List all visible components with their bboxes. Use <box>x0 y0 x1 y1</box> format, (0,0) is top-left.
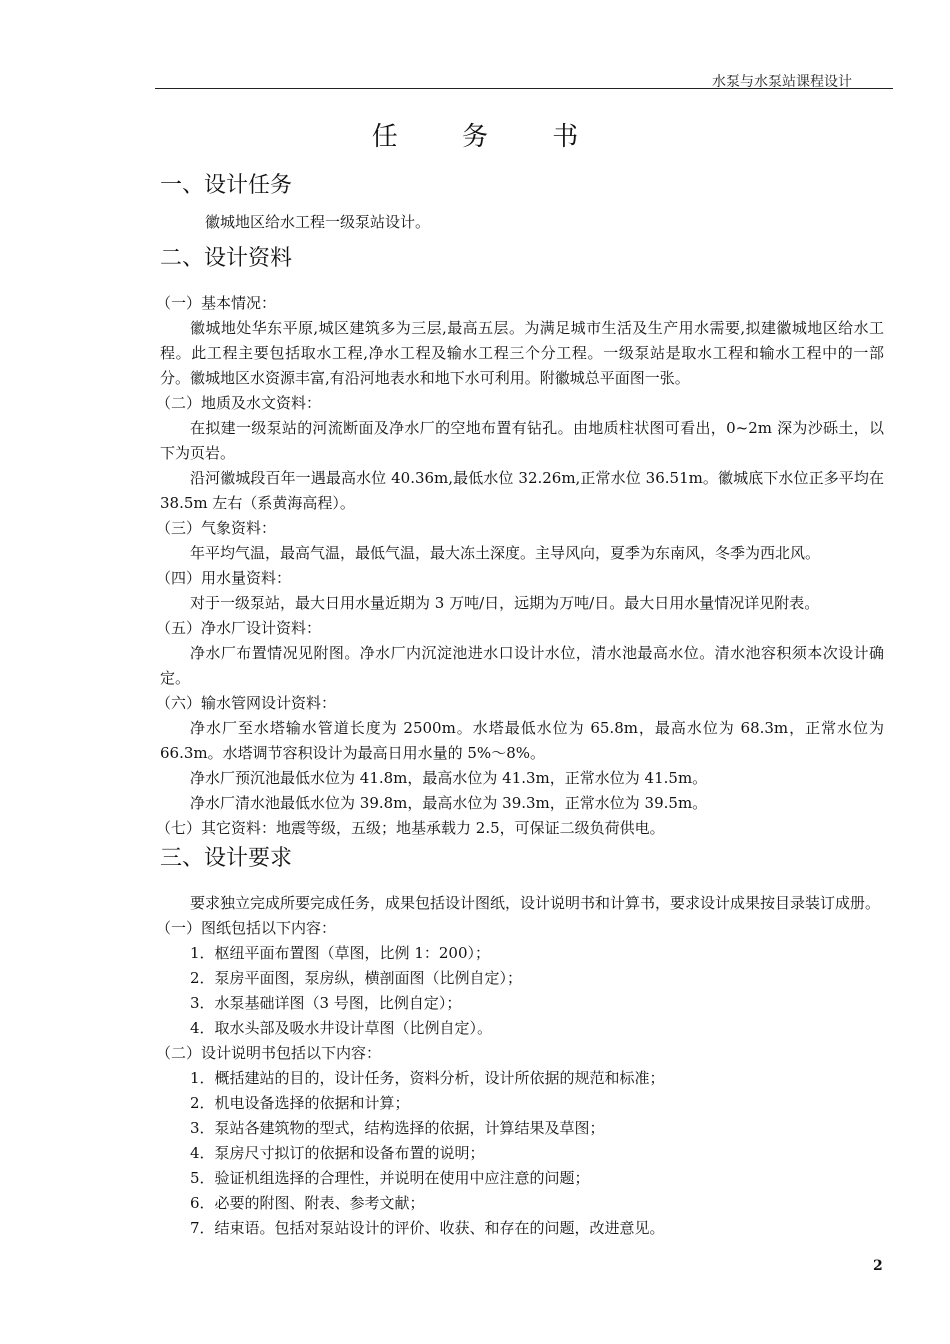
paragraph: 净水厂预沉池最低水位为 41.8m，最高水位为 41.3m，正常水位为 41.5m。 <box>190 769 708 787</box>
section-heading-design-data: 二、设计资料 <box>160 246 293 271</box>
list-item: 3．水泵基础详图（3 号图，比例自定）； <box>190 994 462 1012</box>
paragraph: 徽城地处华东平原,城区建筑多为三层,最高五层。为满足城市生活及生产用水需要,拟建徽城地区给水工程。此工程主要包括取水工程,净水工程及输水工程三个分工程。一级泵站是取水工程和输水工程中的一部分。徽城地区水资源丰富,有沿河地表水和地下水可利用。附徽城总平面图一张。 <box>160 319 884 387</box>
document-title: 任 务 书 <box>371 122 607 152</box>
paragraph: 净水厂布置情况见附图。净水厂内沉淀池进水口设计水位，清水池最高水位。清水池容积须本次设计确定。 <box>160 644 884 687</box>
subheading-water-plant: （五）净水厂设计资料： <box>156 619 322 637</box>
list-item: 4．泵房尺寸拟订的依据和设备布置的说明； <box>190 1144 485 1162</box>
subheading-basic-info: （一）基本情况： <box>156 294 277 312</box>
list-item: 4．取水头部及吸水井设计草图（比例自定）。 <box>190 1019 493 1037</box>
header-rule <box>155 88 893 89</box>
list-item: 5．验证机组选择的合理性，并说明在使用中应注意的问题； <box>190 1169 590 1187</box>
list-item: 6．必要的附图、附表、参考文献； <box>190 1194 425 1212</box>
list-item: 1．概括建站的目的，设计任务，资料分析，设计所依据的规范和标准； <box>190 1069 665 1087</box>
paragraph: 净水厂清水池最低水位为 39.8m，最高水位为 39.3m，正常水位为 39.5m。 <box>190 794 708 812</box>
list-item: 2．泵房平面图，泵房纵，横剖面图（比例自定）； <box>190 969 523 987</box>
paragraph: 沿河徽城段百年一遇最高水位 40.36m,最低水位 32.26m,正常水位 36.51m。徽城底下水位正多平均在 38.5m 左右（系黄海高程）。 <box>160 469 884 512</box>
subheading-drawings: （一）图纸包括以下内容： <box>156 919 337 937</box>
subheading-pipe-network: （六）输水管网设计资料： <box>156 694 337 712</box>
paragraph: 在拟建一级泵站的河流断面及净水厂的空地布置有钻孔。由地质柱状图可看出，0~2m 深为沙砾土，以下为页岩。 <box>160 419 884 462</box>
document-body <box>156 168 884 1241</box>
paragraph: 净水厂至水塔输水管道长度为 2500m。水塔最低水位为 65.8m，最高水位为 68.3m，正常水位为 66.3m。水塔调节容积设计为最高日用水量的 5%～8%。 <box>160 719 884 762</box>
page-number: 2 <box>873 1258 883 1274</box>
list-item: 7．结束语。包括对泵站设计的评价、收获、和存在的问题，改进意见。 <box>190 1219 665 1237</box>
subheading-other-info: （七）其它资料：地震等级，五级；地基承载力 2.5，可保证二级负荷供电。 <box>156 819 665 837</box>
section-heading-design-task: 一、设计任务 <box>160 173 293 198</box>
paragraph: 要求独立完成所要完成任务，成果包括设计图纸，设计说明书和计算书，要求设计成果按目录装订成册。 <box>190 894 881 912</box>
design-task-text: 徽城地区给水工程一级泵站设计。 <box>205 213 431 231</box>
subheading-weather: （三）气象资料： <box>156 519 277 537</box>
list-item: 3．泵站各建筑物的型式，结构选择的依据，计算结果及草图； <box>190 1119 605 1137</box>
list-item: 1．枢纽平面布置图（草图，比例 1：200）； <box>190 944 490 962</box>
subheading-geology-hydrology: （二）地质及水文资料： <box>156 394 322 412</box>
paragraph: 对于一级泵站，最大日用水量近期为 3 万吨/日，远期为万吨/日。最大日用水量情况详见附表。 <box>190 594 820 612</box>
subheading-water-usage: （四）用水量资料： <box>156 569 292 587</box>
subheading-manual: （二）设计说明书包括以下内容： <box>156 1044 382 1062</box>
list-item: 2．机电设备选择的依据和计算； <box>190 1094 410 1112</box>
paragraph: 年平均气温，最高气温，最低气温，最大冻土深度。主导风向，夏季为东南风，冬季为西北风。 <box>190 544 821 562</box>
section-heading-design-requirements: 三、设计要求 <box>160 846 293 871</box>
running-header: 水泵与水泵站课程设计 <box>712 74 852 90</box>
